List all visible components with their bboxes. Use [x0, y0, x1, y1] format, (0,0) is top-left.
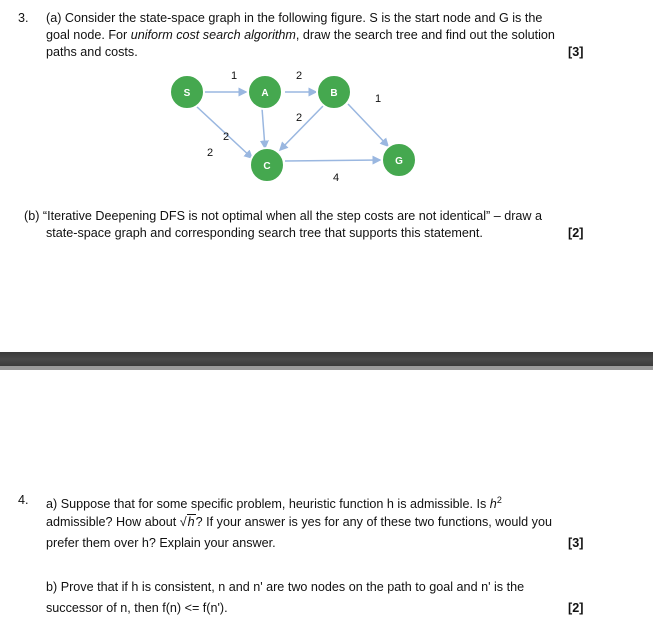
weight-s-c: 2	[207, 147, 214, 159]
q4a-h-sup: 2	[496, 495, 502, 505]
node-s	[170, 75, 204, 109]
q4b-line2: successor of n, then f(n) <= f(n').	[46, 601, 228, 615]
q4a-line2-pre: admissible? How about	[46, 515, 180, 529]
weight-a-c: 2	[223, 131, 230, 143]
q4b-marks: [2]	[568, 601, 584, 615]
q4a-h-var: h	[489, 497, 497, 512]
q4a-marks: [3]	[568, 536, 584, 550]
edge-a-c	[262, 108, 265, 148]
q3a-marks: [3]	[568, 45, 584, 59]
edge-b-g	[348, 104, 388, 146]
weight-b-c: 2	[296, 112, 303, 124]
q3a-line3: paths and costs.	[46, 45, 138, 59]
node-s-label: S	[183, 88, 191, 99]
q3a-line1-text: Consider the state-space graph in the following figure. S is the start node and G is the	[64, 11, 543, 25]
weight-s-a: 1	[231, 70, 238, 82]
q4a-sqrt-h: h	[187, 515, 195, 529]
q4a-line1-pre: a) Suppose that for some specific problem, heuristic function h is admissible. Is	[46, 497, 490, 512]
sqrt-symbol: √h	[179, 515, 195, 529]
node-a-label: A	[261, 88, 269, 99]
node-c	[250, 148, 284, 182]
node-b	[317, 75, 351, 109]
q4a-line1	[46, 493, 502, 512]
node-a	[248, 75, 282, 109]
node-g	[382, 143, 416, 177]
node-b-label: B	[330, 88, 338, 99]
q3b-marks: [2]	[568, 226, 584, 240]
state-space-graph	[0, 0, 653, 200]
q3a-algorithm-name: uniform cost search algorithm	[130, 28, 296, 42]
q4-number: 4.	[18, 493, 29, 507]
q3a-line2-post: , draw the search tree and find out the solution	[295, 28, 555, 42]
q3b-line1: (b) “Iterative Deepening DFS is not optimal when all the step costs are not identical” – draw a	[24, 209, 542, 223]
q3-number: 3.	[18, 11, 29, 25]
edge-c-g	[285, 160, 380, 161]
edge-b-c	[280, 104, 325, 150]
weight-b-g: 1	[375, 93, 382, 105]
node-g-label: G	[395, 156, 403, 167]
q4a-line2-post: ? If your answer is yes for any of these two functions, would you	[195, 515, 552, 529]
weight-c-g: 4	[333, 172, 340, 184]
q3a-line2-pre: goal node. For	[46, 28, 131, 42]
page-divider	[0, 352, 653, 366]
q4b-line1: b) Prove that if h is consistent, n and n' are two nodes on the path to goal and n' is the	[46, 580, 525, 594]
q3b-line2: state-space graph and corresponding search tree that supports this statement.	[46, 226, 483, 240]
node-c-label: C	[263, 161, 271, 172]
q4a-line3: prefer them over h? Explain your answer.	[46, 536, 276, 550]
page-divider-shadow	[0, 366, 653, 370]
weight-a-b: 2	[296, 70, 303, 82]
q3a-label: (a)	[46, 11, 62, 25]
q4a-line2	[46, 515, 552, 530]
